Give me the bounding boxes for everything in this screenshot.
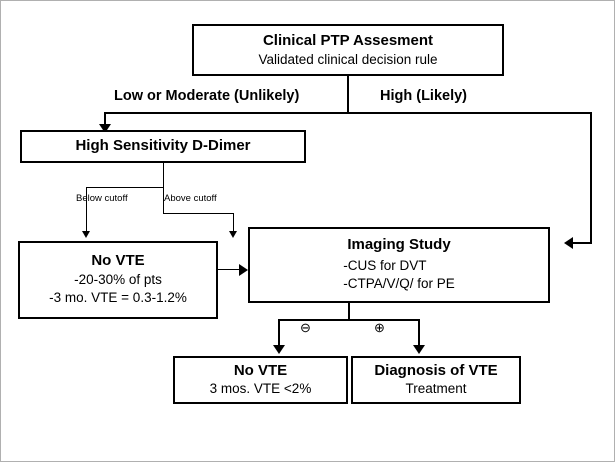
node-no-vte-left-line1: -20-30% of pts <box>74 272 162 288</box>
connector-above-cutoff-right <box>163 213 234 214</box>
edge-label-high-likely: High (Likely) <box>380 88 468 104</box>
node-no-vte-left <box>18 241 218 319</box>
connector-no-vte-to-imaging <box>218 269 240 270</box>
arrow-right-rail-into-imaging <box>564 237 573 249</box>
node-high-sensitivity-d-dimer <box>20 130 306 163</box>
node-diagnosis-of-vte <box>351 356 521 404</box>
connector-above-cutoff-down2 <box>233 213 234 233</box>
node-imaging-study-line2: -CTPA/V/Q/ for PE <box>343 276 455 292</box>
node-clinical-ptp-subtitle: Validated clinical decision rule <box>258 51 438 67</box>
edge-label-low-or-moderate: Low or Moderate (Unlikely) <box>114 88 300 104</box>
edge-label-below-cutoff: Below cutoff <box>76 193 128 204</box>
arrow-negative <box>273 345 285 354</box>
connector-ddimer-split <box>86 187 164 188</box>
node-no-vte-bottom-line1: 3 mos. VTE <2% <box>209 381 312 397</box>
edge-label-above-cutoff: Above cutoff <box>164 193 217 204</box>
node-diagnosis-line1: Treatment <box>405 381 467 397</box>
node-no-vte-left-line2: -3 mo. VTE = 0.3-1.2% <box>49 290 187 306</box>
connector-imaging-negative <box>278 319 280 347</box>
symbol-positive: ⊕ <box>374 320 385 335</box>
node-no-vte-bottom <box>173 356 348 404</box>
connector-ptp-down <box>347 76 349 114</box>
node-clinical-ptp-assessment <box>192 24 504 76</box>
arrow-below-cutoff <box>82 231 90 238</box>
arrow-no-vte-to-imaging <box>239 264 248 276</box>
connector-split-horizontal <box>104 112 592 114</box>
connector-imaging-down <box>348 303 350 320</box>
connector-imaging-positive <box>418 319 420 347</box>
arrow-positive <box>413 345 425 354</box>
node-imaging-study-lines <box>343 257 455 293</box>
node-no-vte-left-title: No VTE <box>91 252 145 270</box>
node-diagnosis-title: Diagnosis of VTE <box>374 361 498 379</box>
node-no-vte-bottom-title: No VTE <box>233 361 288 379</box>
connector-right-rail <box>590 112 592 243</box>
node-imaging-study-title: Imaging Study <box>347 236 451 254</box>
node-imaging-study <box>248 227 550 303</box>
connector-ddimer-down <box>163 163 164 187</box>
node-imaging-study-line1: -CUS for DVT <box>343 258 427 274</box>
symbol-negative: ⊖ <box>300 320 311 335</box>
node-clinical-ptp-title: Clinical PTP Assesment <box>262 31 434 49</box>
node-d-dimer-title: High Sensitivity D-Dimer <box>75 137 251 155</box>
arrow-above-cutoff <box>229 231 237 238</box>
connector-right-rail-to-imaging <box>573 242 592 244</box>
